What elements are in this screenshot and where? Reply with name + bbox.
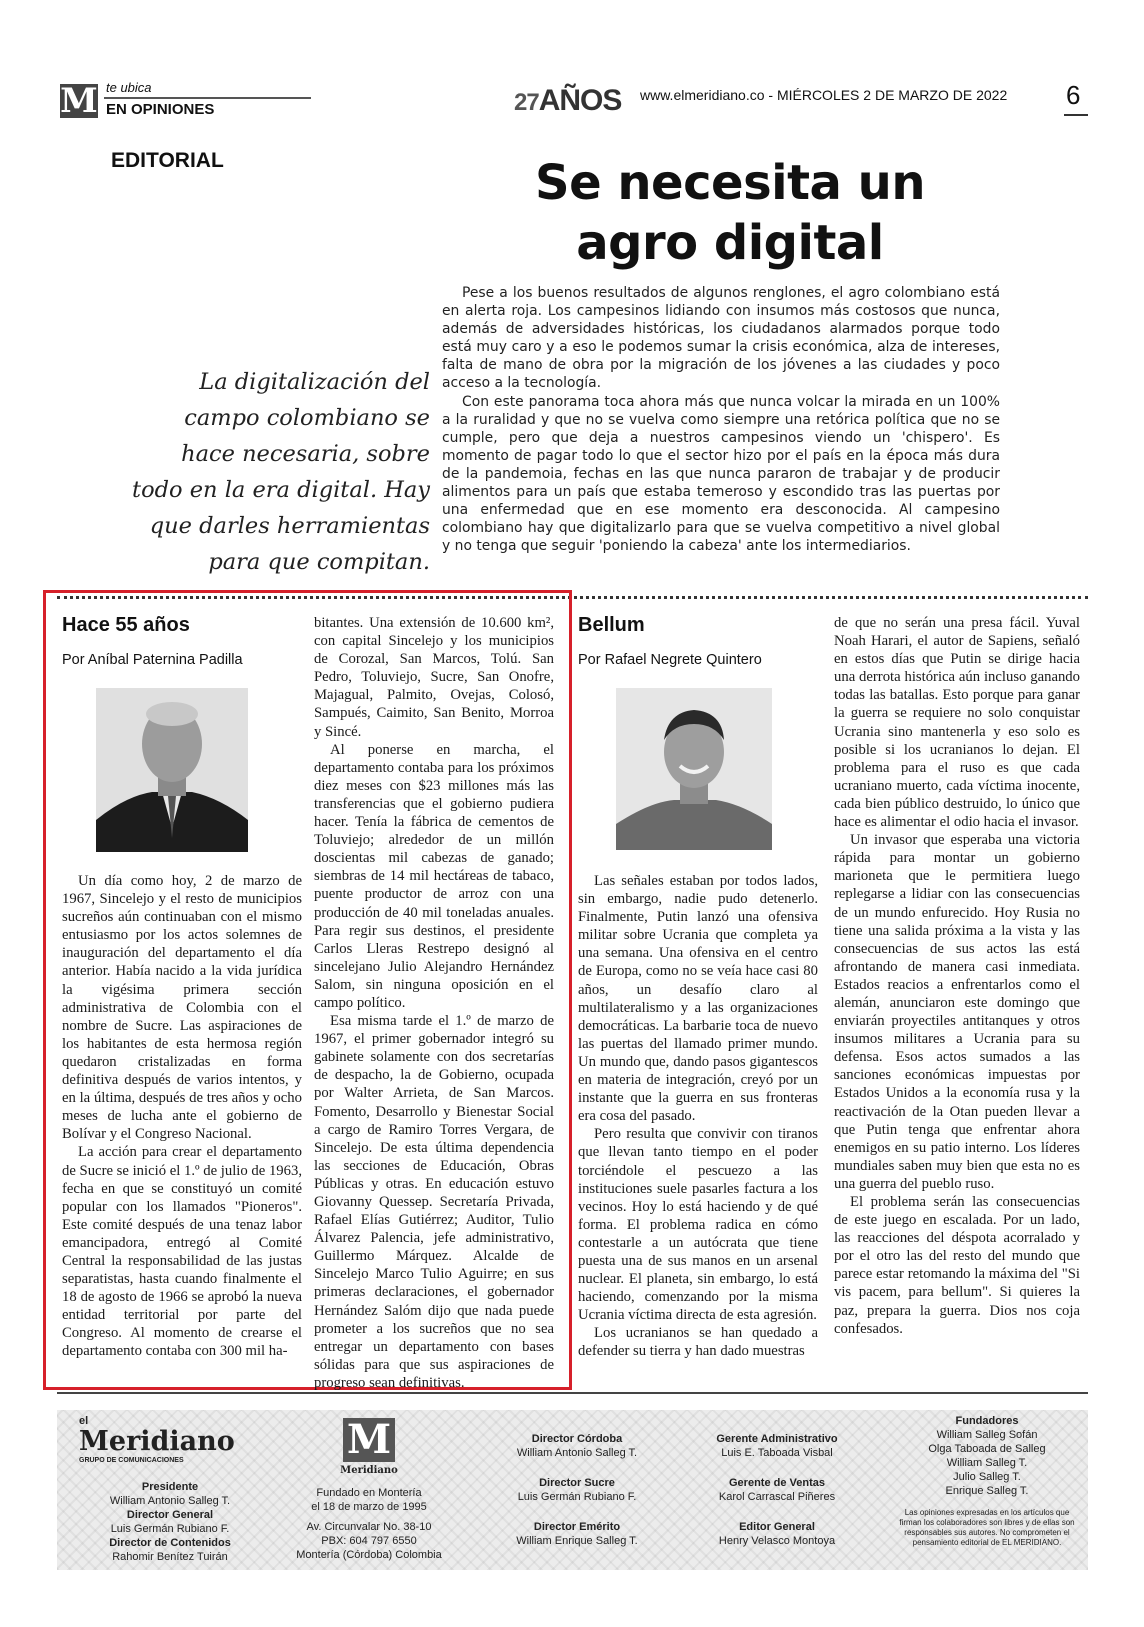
- anniversary-logo: [514, 86, 621, 118]
- header-rule: [104, 97, 311, 99]
- editorial-title-line1: Se necesita un: [535, 155, 925, 211]
- staff-title: Director de Contenidos: [109, 1537, 231, 1549]
- staff-name: William Antonio Salleg T.: [109, 1495, 231, 1507]
- staff-title: Presidente: [141, 1481, 199, 1493]
- editorial-label: EDITORIAL: [111, 149, 224, 172]
- staff-title: Director Córdoba: [531, 1433, 623, 1445]
- anniversary-word: AÑOS: [538, 84, 622, 117]
- staff-name: William Enrique Salleg T.: [516, 1535, 638, 1547]
- disclaimer: Las opiniones expresadas en los artículos que firman los colaboradores son libres y de ellas son responsables sus autores. No comprometen el pensamiento editorial de EL MERIDIANO.: [899, 1508, 1075, 1547]
- footer-directors: [477, 1432, 677, 1548]
- editorial-body: [442, 284, 1000, 555]
- dateline: www.elmeridiano.co - MIÉRCOLES 2 DE MARZO DE 2022: [640, 87, 1008, 103]
- column-paragraph: Pero resulta que convivir con tiranos que llevan tanto tiempo en el poder torciéndole el pescuezo a las instituciones suele pasarles factura a los vecinos. Hoy lo está haciendo y de qué forma. El problema radica en cómo contestarle a un autócrata que tiene puesta una de sus manos en un arsenal nuclear. El planeta, sin embargo, lo está haciendo, comenzando por la misma Ucrania víctima directa de esta agresión.: [578, 1126, 818, 1324]
- founder-name: Enrique Salleg T.: [945, 1485, 1029, 1497]
- staff-title: Gerente de Ventas: [729, 1477, 825, 1489]
- staff-title: Director Sucre: [539, 1477, 615, 1489]
- founders-title: Fundadores: [955, 1415, 1019, 1427]
- column-paragraph: El problema serán las consecuencias de este juego en escalada. Por un lado, las reacciones del déspota acorralado y por el otro las del resto del mundo que parece estar retomando la máxima del "Si vis pacem, para bellum". Si quieres la paz, prepara la guerra. Dios nos coja confesados.: [834, 1194, 1080, 1337]
- column-paragraph: Un invasor que esperaba una victoria rápida para montar un gobierno marioneta que le permitiera luego replegarse a lidiar con las consecuencias de un mundo enfurecido. Hoy Rusia no tiene una salida próxima a la vista y las consecuencias de sus actos las está afrontando de manera casi inmediata. Estados reacios a enfrentarlos como el alemán, anunciaron este domingo que enviarán proyectiles antitanques y otros insumos militares a Ucrania para su defensa. Esos actos sumados a las sanciones económicas impuestas por Estados Unidos a la economía rusa y la reactivación de la Otan pueden llevar a que Putin tenga que enfrentar ahora enemigos en su patio interno. Los líderes mundiales saben muy bien que esta no es una guerra del pueblo ruso.: [834, 832, 1080, 1192]
- column-text: [314, 614, 554, 1392]
- staff-title: Director Emérito: [533, 1521, 621, 1533]
- column-text: [834, 614, 1080, 1338]
- address-line: PBX: 604 797 6550: [321, 1535, 417, 1547]
- address-line: Montería (Córdoba) Colombia: [296, 1549, 442, 1561]
- author-portrait: [616, 688, 772, 850]
- author-photo: [616, 688, 772, 850]
- brand-name: Meridiano: [79, 1426, 235, 1457]
- column-title: Bellum: [578, 614, 645, 636]
- staff-name: Henry Velasco Montoya: [718, 1535, 836, 1547]
- mini-logo: M: [343, 1418, 395, 1462]
- mini-logo-name: Meridiano: [340, 1465, 398, 1476]
- pull-quote: La digitalización del campo colombiano se hace necesaria, sobre todo en la era digital. Hay que darles herramientas para que compitan.: [132, 369, 430, 575]
- address-line: Av. Circunvalar No. 38-10: [306, 1521, 432, 1533]
- column-byline: Por Aníbal Paternina Padilla: [62, 652, 243, 668]
- founder-name: William Salleg Sofán: [936, 1429, 1038, 1441]
- staff-title: Director General: [126, 1509, 214, 1521]
- footer-staff-left: [75, 1480, 265, 1564]
- column-title: Hace 55 años: [62, 614, 190, 636]
- editorial-title-line2: agro digital: [576, 215, 884, 271]
- page-number-rule: [1064, 114, 1088, 116]
- column-paragraph: de que no serán una presa fácil. Yuval Noah Harari, el autor de Sapiens, señaló en estos días que Putin se dirige hacia una derrota histórica aún incluso ganando todas las batallas. Esto porque para ganar la guerra se requiere no solo conquistar Ucrania sino mantenerla y eso solo es posible si los ucranianos lo dejan. El problema para el ruso es que cada ucraniano muerto, cada víctima inocente, cada bien público destruido, lo único que hace es alimentar el odio hacia el invasor.: [834, 615, 1080, 831]
- editorial-title: [470, 153, 990, 273]
- masthead-footer: [57, 1410, 1088, 1570]
- staff-name: William Antonio Salleg T.: [516, 1447, 638, 1459]
- brand-el: el: [79, 1415, 89, 1427]
- column-paragraph: Esa misma tarde el 1.º de marzo de 1967, el primer gobernador integró su gabinete solamente con dos secretarías de despacho, la de Gobierno, ocupada por Walter Arrieta, de San Marcos. Fomento, Desarrollo y Bienestar Social a cargo de Ramiro Torres Vergara, de Sincelejo. De esta última dependencia las secciones de Educación, Obras Públicas y otras. En educación estuvo Giovanny Quessep. Secretaría Privada, Rafael Elías Gutiérrez; Auditor, Tulio Álvarez Palencia, jefe administrativo, Guillermo Márquez. Alcalde de Sincelejo Marco Tulio Aguirre; en sus primeras declaraciones, el gobernador Hernández Salóm dijo que nada puede prometer a los sucreños que no sea entregar un departamento con bases sólidas para que sus aspiraciones de progreso sean definitivas.: [314, 1013, 554, 1391]
- staff-name: Luis Germán Rubiano F.: [517, 1491, 637, 1503]
- footer-founders: [897, 1414, 1077, 1548]
- column-paragraph: Los ucranianos se han quedado a defender su tierra y han dado muestras: [578, 1325, 818, 1360]
- footer-managers: [677, 1432, 877, 1548]
- staff-title: Editor General: [739, 1521, 815, 1533]
- section-name: EN OPINIONES: [106, 101, 215, 118]
- column-paragraph: Un día como hoy, 2 de marzo de 1967, Sincelejo y el resto de municipios sucreños aún continuaban con el mismo entusiasmo por los actos solemnes de inauguración del departamento el día anterior. Había nacido a la vida jurídica la vigésima primera sección administrativa de Colombia con el nombre de Sucre. Las aspiraciones de los habitantes de esta hermosa región quedaron cristalizadas en forma definitiva después de varios intentos, y en la última, después de tres años y ocho meses de lucha ante el gobierno de Bolívar y el Congreso Nacional.: [62, 873, 302, 1143]
- brand-subtitle: GRUPO DE COMUNICACIONES: [79, 1457, 184, 1464]
- staff-name: Rahomir Benítez Tuirán: [112, 1551, 228, 1563]
- founder-name: Julio Salleg T.: [953, 1471, 1021, 1483]
- editorial-paragraph: Con este panorama toca ahora más que nunca volcar la mirada en un 100% a la ruralidad y que no se vuelva como siempre una retórica política que no se cumple, pero que deja a nuestros campesinos viendo un 'chispero'. Es momento de pagar todo lo que el sector hizo por el país en la época más dura de la pandemoia, fechas en las que nunca pararon de trabajar y de producir alimentos para un país que estaba temeroso y escondido tras las puertas por una enfermedad que en ese momento era desconocida. Al campesino colombiano hay que digitalizarlo para que se vuelva competitivo a nivel global y no tenga que seguir 'poniendo la cabeza' ante los intermediarios.: [442, 393, 1000, 555]
- footer-founding: [289, 1418, 449, 1562]
- column-text: [62, 872, 302, 1361]
- tagline: te ubica: [106, 80, 152, 95]
- founded-line: el 18 de marzo de 1995: [311, 1501, 427, 1513]
- anniversary-number: 27: [514, 89, 539, 116]
- author-photo: [96, 688, 248, 852]
- column-text: [578, 872, 818, 1361]
- footer-brand: [79, 1414, 249, 1465]
- staff-title: Gerente Administrativo: [716, 1433, 838, 1445]
- bottom-rule: [57, 1392, 1088, 1394]
- column-paragraph: Al ponerse en marcha, el departamento contaba para los próximos diez meses con $23 millones más las transferencias que el gobierno pudiera hacer. Tenía la fábrica de cementos de Toluviejo; alrededor de un millón doscientas mil cabezas de ganado; siembras de 14 mil hectáreas de tabaco, puente productor de arroz con una producción de 40 mil toneladas anuales. Para regir sus destinos, el presidente Carlos Lleras Restrepo designó al sincelejano Julio Alejandro Hernández Salom, sin ninguna oposición en el campo político.: [314, 741, 554, 1011]
- staff-name: Luis Germán Rubiano F.: [110, 1523, 230, 1535]
- column-paragraph: bitantes. Una extensión de 10.600 km², con capital Sincelejo y los municipios de Corozal, San Marcos, Tolú. San Pedro, Toluviejo, Sucre, San Onofre, Majagual, Palmito, Ovejas, Colosó, Sampués, Caimito, San Benito, Morroa y Sincé.: [314, 615, 554, 740]
- staff-name: Karol Carrascal Piñeres: [718, 1491, 836, 1503]
- meridiano-logo: M: [60, 81, 98, 121]
- editorial-paragraph: Pese a los buenos resultados de algunos renglones, el agro colombiano está en alerta roja. Los campesinos lidiando con insumos más costosos que nunca, además de adversidades históricas, los ciudadanos alarmados porque todo está muy caro y a eso le podemos sumar la crisis económica, alza de intereses, falta de mano de obra por la migración de los jóvenes a las ciudades y poco acceso a la tecnología.: [442, 285, 1000, 392]
- column-byline: Por Rafael Negrete Quintero: [578, 652, 762, 668]
- staff-name: Luis E. Taboada Visbal: [721, 1447, 833, 1459]
- column-paragraph: La acción para crear el departamento de Sucre se inició el 1.º de julio de 1963, fecha en que se constituyó un comité popular con los llamados "Pioneros". Este comité después de una tenaz labor emancipadora, entregó al Comité Central la responsabilidad de las justas separatistas, hasta cuando finalmente el 18 de agosto de 1966 se aprobó la nueva entidad territorial por parte del Congreso. Al momento de crearse el departamento contaba con 300 mil ha-: [62, 1144, 302, 1360]
- founded-line: Fundado en Montería: [316, 1487, 422, 1499]
- founder-name: Olga Taboada de Salleg: [928, 1443, 1046, 1455]
- founder-name: William Salleg T.: [946, 1457, 1028, 1469]
- author-portrait: [96, 688, 248, 852]
- page-number: 6: [1066, 80, 1081, 110]
- column-paragraph: Las señales estaban por todos lados, sin embargo, nadie pudo detenerlo. Finalmente, Putin lanzó una ofensiva militar sobre Ucrania que completa ya una semana. Una ofensiva en el centro de Europa, como no se veía hace casi 80 años, un desafío claro al multilateralismo y a las organizaciones democráticas. La barbarie toca de nuevo las puertas del llamado primer mundo. Un mundo que, dando pasos gigantescos en materia de integración, creyó por un instante que la guerra en sus fronteras era cosa del pasado.: [578, 873, 818, 1125]
